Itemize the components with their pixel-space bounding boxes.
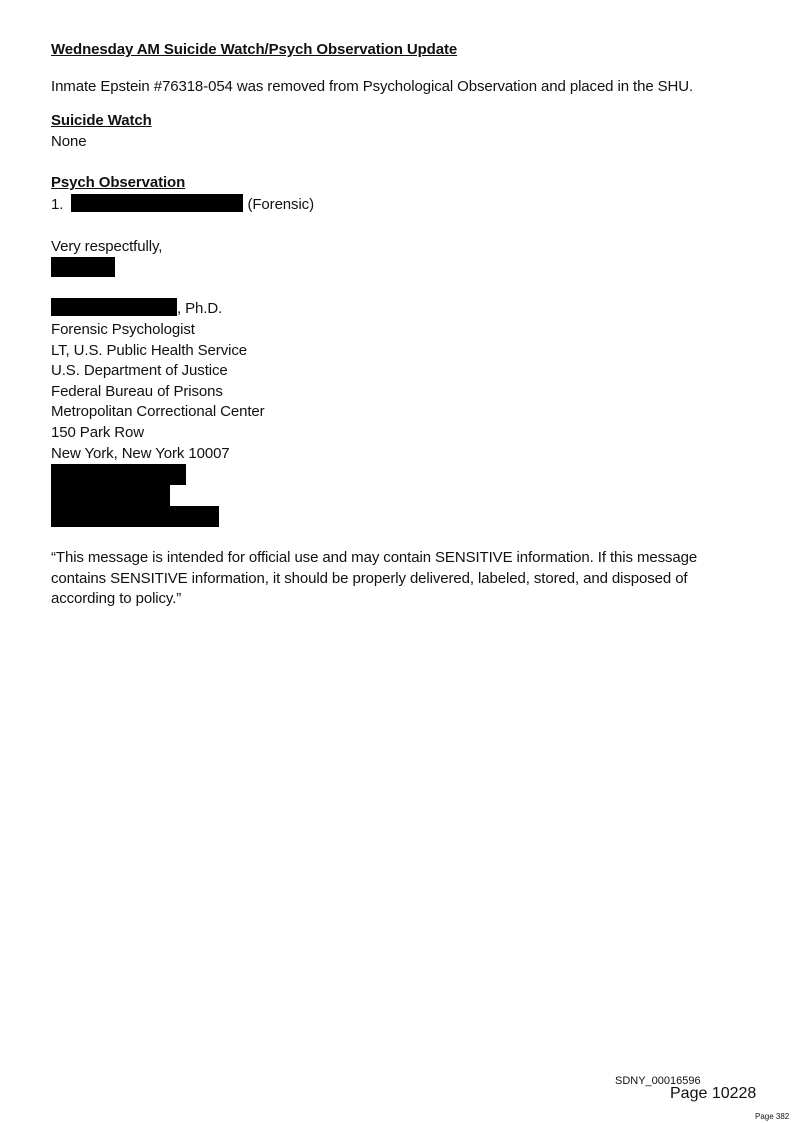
redaction-bar [51,257,115,277]
signature-line: Federal Bureau of Prisons [51,382,223,400]
signature-block [51,320,751,464]
item-suffix: (Forensic) [247,195,314,213]
signature-redaction-row [51,257,751,278]
redaction-bar [51,298,177,316]
intro-paragraph: Inmate Epstein #76318-054 was removed from Psychological Observation and placed in the SHU. [51,77,694,95]
signature-line: Forensic Psychologist [51,320,195,338]
signature-line: 150 Park Row [51,423,145,441]
sensitivity-notice: “This message is intended for official use and may contain SENSITIVE information. If this message contains SENSITIVE information, it should be properly delivered, labeled, stored, and disposed of according to policy.” [51,549,698,608]
item-number: 1. [51,195,64,213]
degree-suffix: , Ph.D. [177,300,223,318]
suicide-watch-value: None [51,132,87,150]
document-title: Wednesday AM Suicide Watch/Psych Observation Update [51,41,458,58]
page-label: Page 10228 [670,1085,757,1102]
redaction-bar [51,506,219,527]
signature-name-row [51,298,751,320]
page-number-small: Page 382 [755,1112,790,1121]
bates-number: SDNY_00016596 [615,1075,701,1087]
redaction-bar [51,464,186,485]
psych-observation-section [51,173,751,215]
suicide-watch-section [51,111,751,152]
signature-line: New York, New York 10007 [51,444,230,462]
redaction-bar [51,485,170,506]
signature-line: LT, U.S. Public Health Service [51,341,247,359]
psych-observation-item [51,194,751,216]
document-body [51,40,751,610]
signature-line: U.S. Department of Justice [51,362,228,380]
suicide-watch-heading: Suicide Watch [51,112,152,130]
psych-observation-heading: Psych Observation [51,174,186,192]
signature-line: Metropolitan Correctional Center [51,403,265,421]
redaction-bar [71,194,243,212]
closing-text: Very respectfully, [51,237,163,255]
contact-redaction-block [51,464,751,527]
